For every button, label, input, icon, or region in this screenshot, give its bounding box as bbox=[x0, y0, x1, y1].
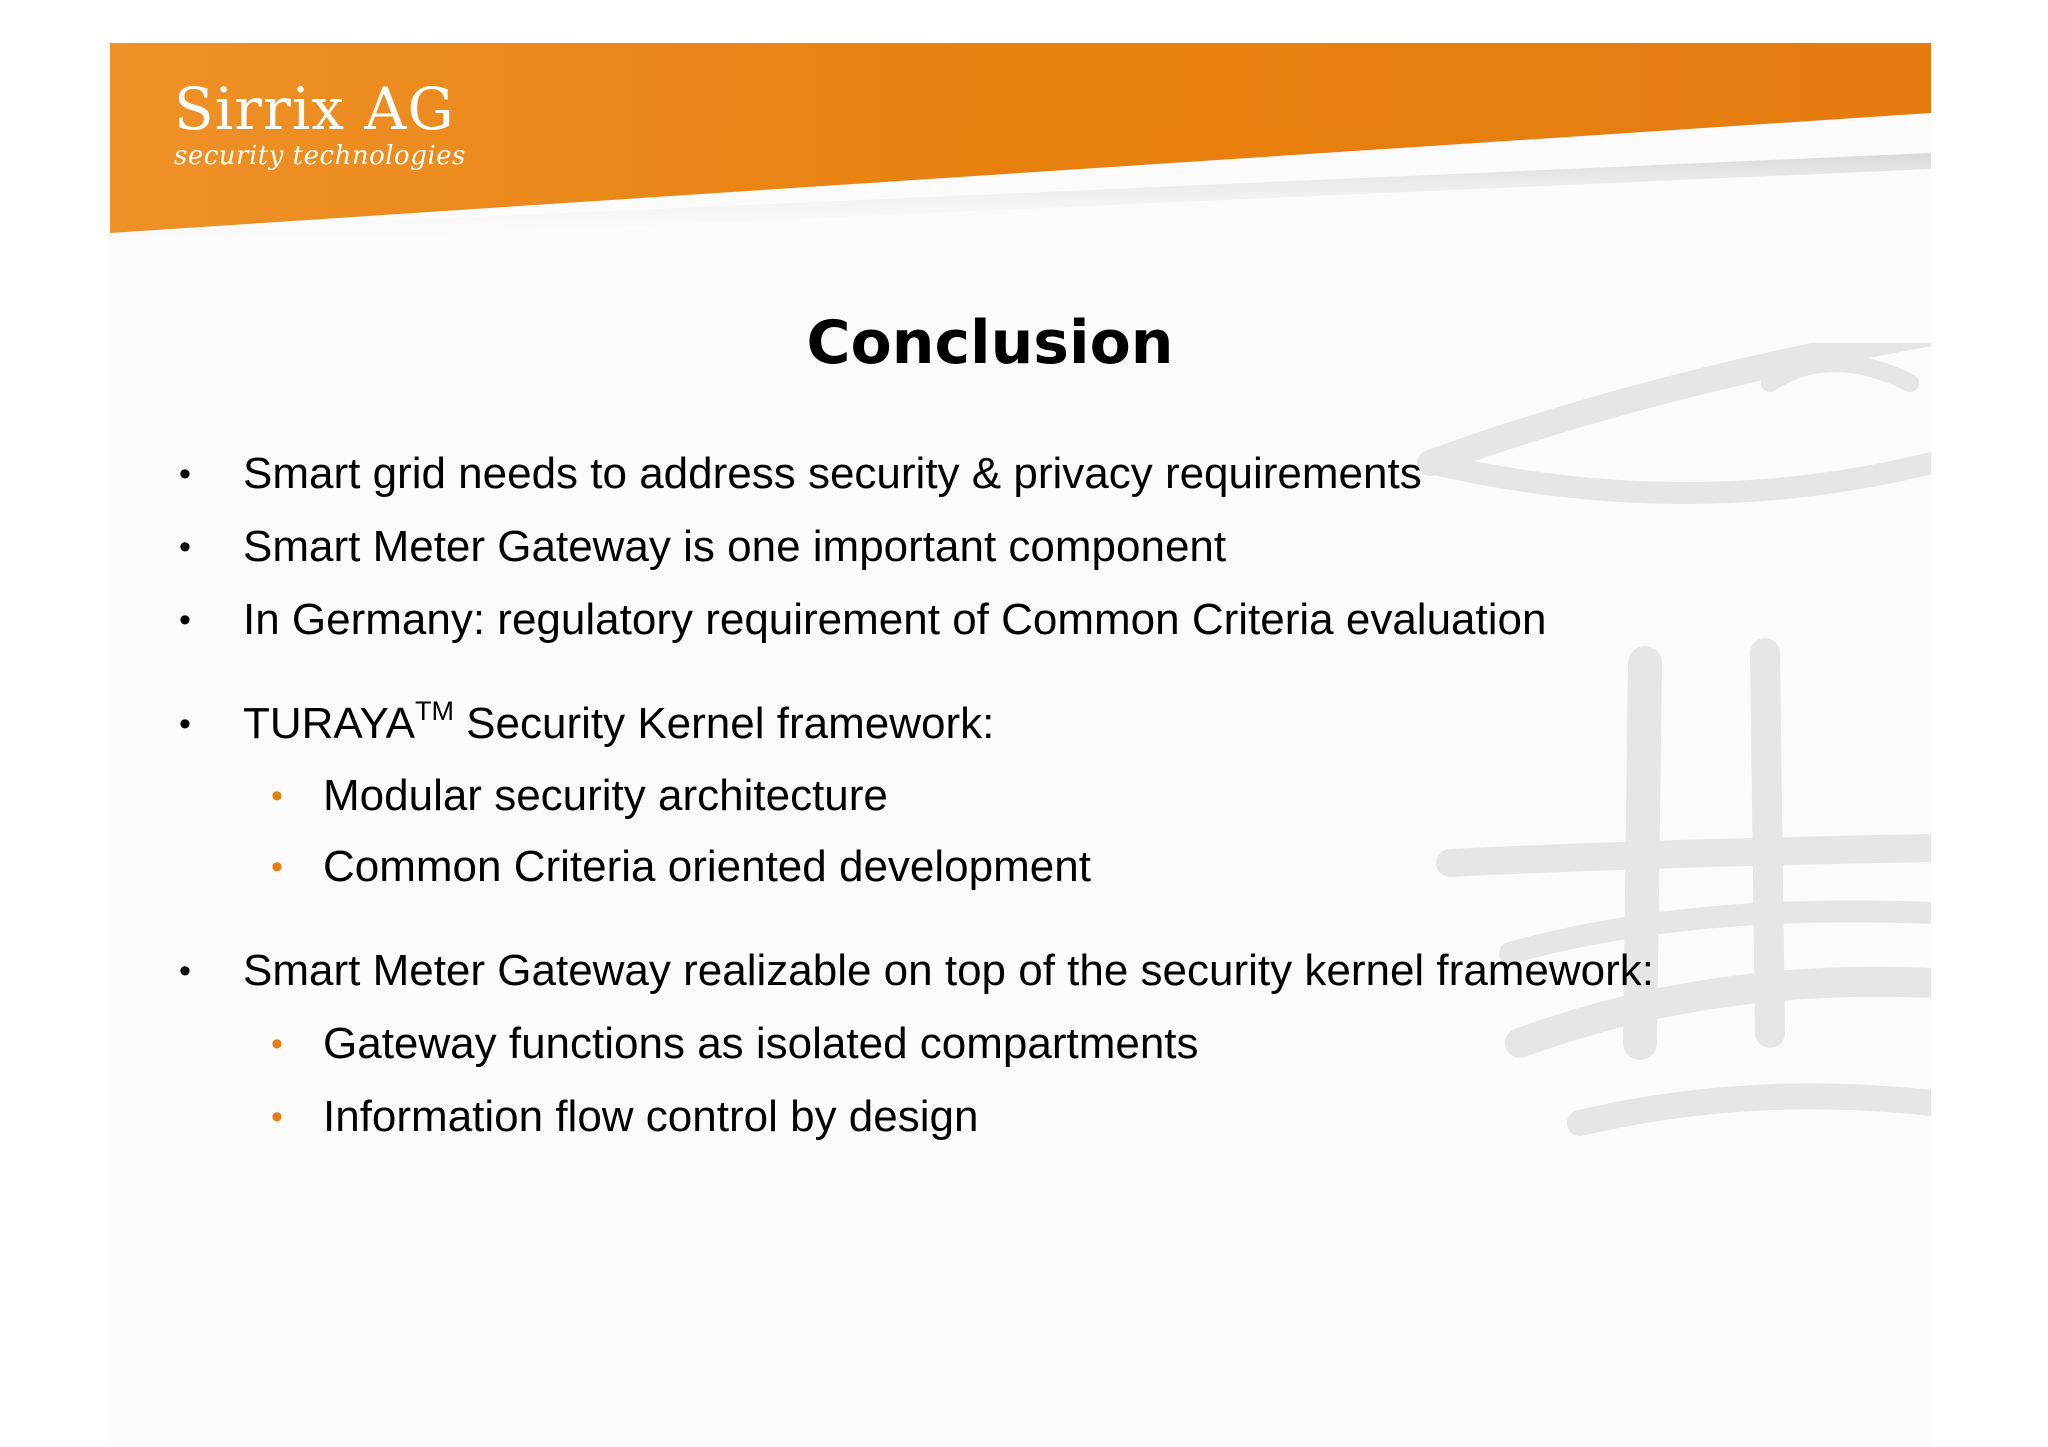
bullet-text: Smart Meter Gateway realizable on top of the security kernel framework: bbox=[243, 946, 1655, 995]
sub-bullet-marker: • bbox=[271, 848, 283, 886]
logo-tagline: security technologies bbox=[174, 141, 466, 171]
bullet-text: Smart grid needs to address security & privacy requirements bbox=[243, 449, 1422, 498]
company-logo bbox=[174, 77, 466, 171]
bullet-text: Common Criteria oriented development bbox=[323, 842, 1091, 891]
slide-title: Conclusion bbox=[806, 308, 1174, 378]
bullet-item bbox=[179, 521, 1227, 573]
slide bbox=[110, 43, 1931, 1447]
bullet-text: In Germany: regulatory requirement of Common Criteria evaluation bbox=[243, 595, 1547, 644]
sub-bullet-marker: • bbox=[271, 1098, 283, 1136]
bullet-item bbox=[179, 594, 1547, 646]
bullet-item bbox=[179, 945, 1655, 997]
logo-name: Sirrix AG bbox=[174, 75, 455, 143]
trademark-superscript: TM bbox=[414, 696, 454, 726]
sub-bullet-item bbox=[271, 770, 888, 822]
bullet-marker: • bbox=[179, 601, 191, 639]
sub-bullet-marker: • bbox=[271, 1025, 283, 1063]
bullet-marker: • bbox=[179, 705, 191, 743]
bullet-item bbox=[179, 448, 1422, 500]
sub-bullet-item bbox=[271, 1018, 1199, 1070]
bullet-text: Gateway functions as isolated compartments bbox=[323, 1019, 1199, 1068]
sub-bullet-item bbox=[271, 841, 1091, 893]
bullet-marker: • bbox=[179, 455, 191, 493]
sub-bullet-item bbox=[271, 1091, 979, 1143]
watermark-emblem bbox=[1390, 343, 1931, 1163]
bullet-marker: • bbox=[179, 528, 191, 566]
bullet-text: Smart Meter Gateway is one important component bbox=[243, 522, 1227, 571]
bullet-text: Information flow control by design bbox=[323, 1092, 979, 1141]
bullet-text: Modular security architecture bbox=[323, 771, 888, 820]
bullet-text-post: Security Kernel framework: bbox=[453, 699, 995, 748]
bullet-item bbox=[179, 696, 995, 750]
bullet-text-pre: TURAYA bbox=[243, 699, 415, 748]
sub-bullet-marker: • bbox=[271, 777, 283, 815]
bullet-marker: • bbox=[179, 952, 191, 990]
